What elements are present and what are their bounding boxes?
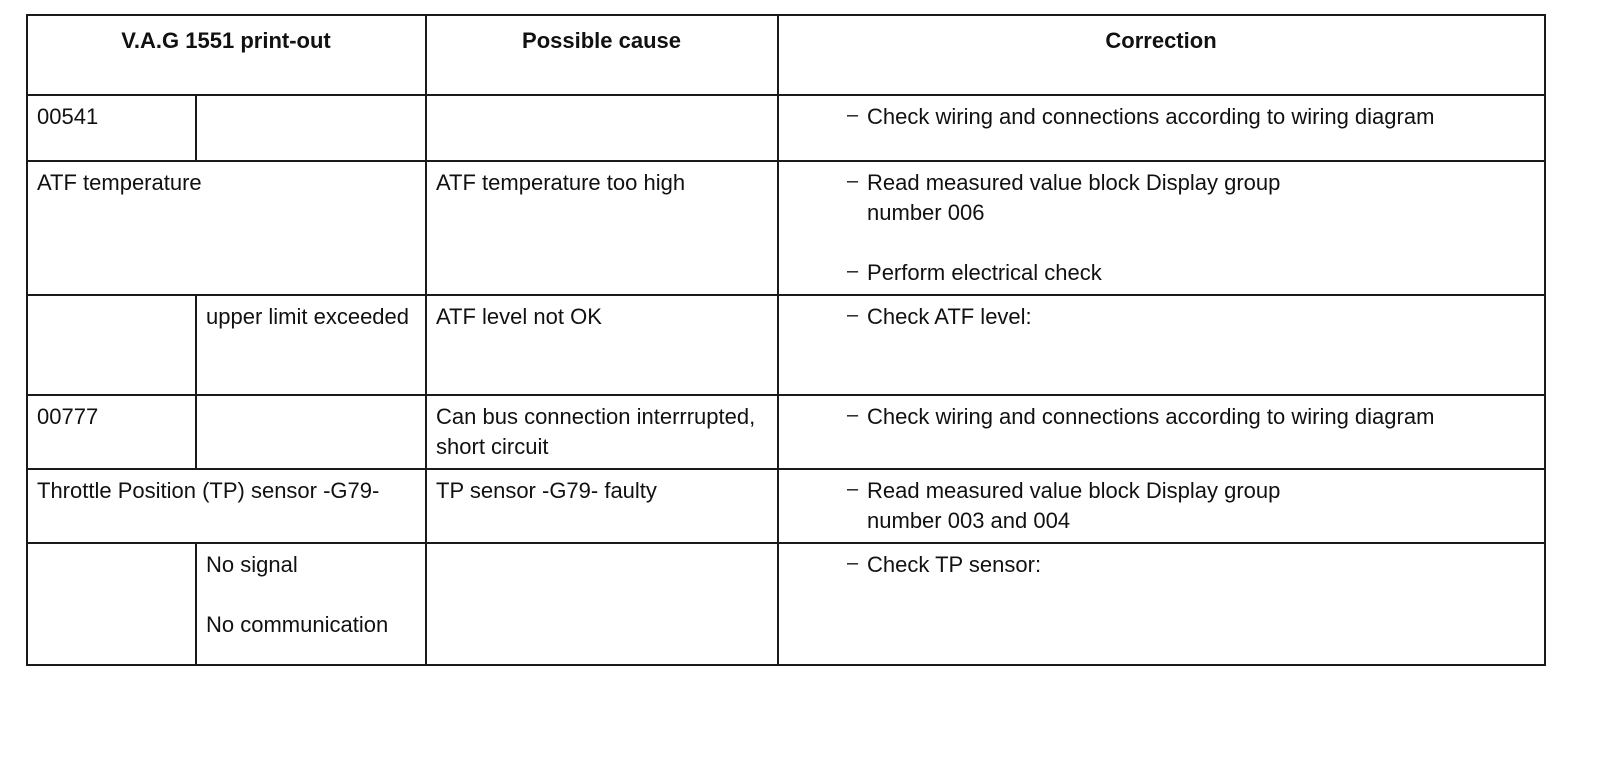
fault-code bbox=[27, 543, 196, 665]
possible-cause bbox=[426, 95, 778, 161]
possible-cause bbox=[426, 543, 778, 665]
possible-cause: ATF level not OK bbox=[426, 295, 778, 395]
correction-step: – Check wiring and connections according to wiring diagram bbox=[847, 402, 1534, 432]
header-correction: Correction bbox=[778, 15, 1545, 95]
fault-detail bbox=[196, 395, 426, 469]
table-row bbox=[27, 95, 1545, 161]
correction-step: – Read measured value block Display group number 003 and 004 bbox=[847, 476, 1307, 536]
correction bbox=[778, 161, 1545, 295]
table-header-row bbox=[27, 15, 1545, 95]
header-printout: V.A.G 1551 print-out bbox=[27, 15, 426, 95]
possible-cause: ATF temperature too high bbox=[426, 161, 778, 295]
header-possible-cause: Possible cause bbox=[426, 15, 778, 95]
fault-detail-line: No signal bbox=[206, 552, 298, 577]
correction-step: – Perform electrical check bbox=[847, 258, 1534, 288]
fault-detail bbox=[196, 95, 426, 161]
fault-detail bbox=[196, 543, 426, 665]
correction-step: – Check wiring and connections according to wiring diagram bbox=[847, 102, 1534, 132]
correction-step: – Check ATF level: bbox=[847, 302, 1534, 332]
fault-code bbox=[27, 295, 196, 395]
correction-step: – Read measured value block Display group number 006 bbox=[847, 168, 1307, 228]
fault-code: ATF temperature bbox=[27, 161, 426, 295]
correction bbox=[778, 543, 1545, 665]
correction bbox=[778, 95, 1545, 161]
table-row bbox=[27, 161, 1545, 295]
possible-cause: TP sensor -G79- faulty bbox=[426, 469, 778, 543]
fault-code-table bbox=[26, 14, 1546, 666]
correction-step: – Check TP sensor: bbox=[847, 550, 1534, 580]
table-row bbox=[27, 395, 1545, 469]
possible-cause: Can bus connection interrrupted, short circuit bbox=[426, 395, 778, 469]
table-row bbox=[27, 469, 1545, 543]
fault-detail-line: No communication bbox=[206, 612, 389, 637]
fault-code: Throttle Position (TP) sensor -G79- bbox=[27, 469, 426, 543]
table-row bbox=[27, 295, 1545, 395]
fault-code: 00777 bbox=[27, 395, 196, 469]
fault-detail: upper limit exceeded bbox=[196, 295, 426, 395]
correction bbox=[778, 395, 1545, 469]
table-row bbox=[27, 543, 1545, 665]
correction bbox=[778, 469, 1545, 543]
fault-code: 00541 bbox=[27, 95, 196, 161]
correction bbox=[778, 295, 1545, 395]
